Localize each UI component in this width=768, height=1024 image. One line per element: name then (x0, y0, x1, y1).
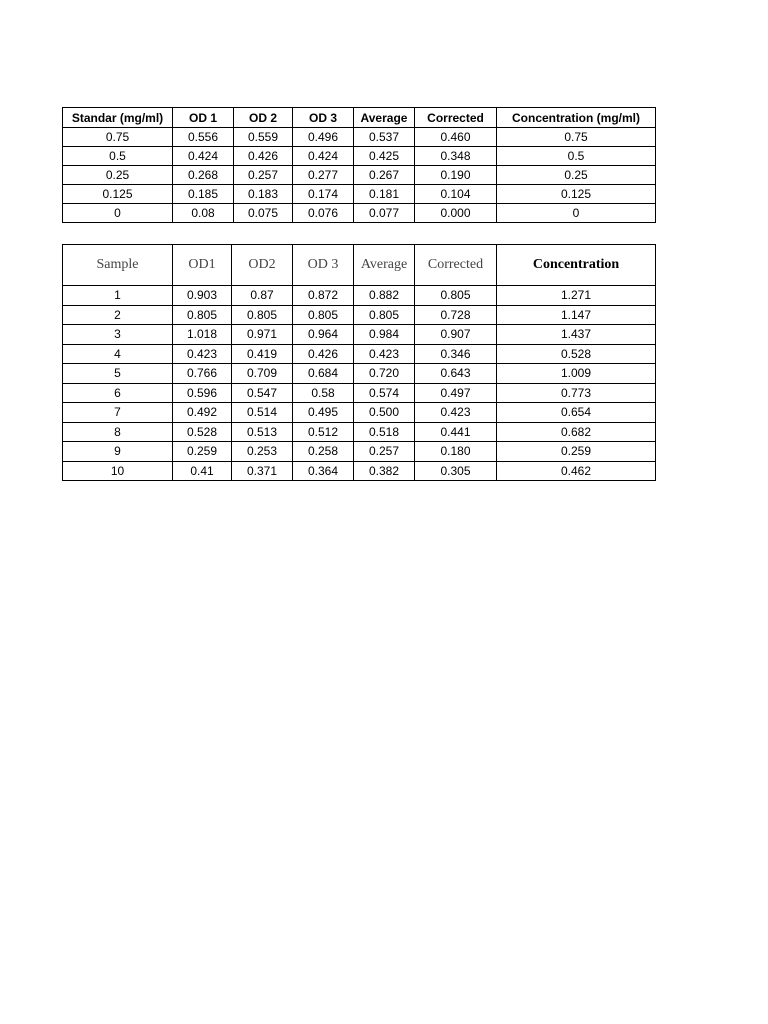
table-row (63, 325, 656, 345)
samples-table (62, 244, 656, 481)
samples-cell: 0.441 (415, 422, 497, 442)
table-row (63, 364, 656, 384)
standards-cell: 0 (63, 204, 173, 223)
standards-cell: 0.183 (234, 185, 293, 204)
standards-cell: 0.348 (415, 147, 497, 166)
standards-cell: 0 (497, 204, 656, 223)
samples-cell: 0.512 (293, 422, 354, 442)
samples-cell: 1 (63, 286, 173, 306)
samples-cell: 0.259 (497, 442, 656, 462)
standards-cell: 0.268 (173, 166, 234, 185)
standards-cell: 0.08 (173, 204, 234, 223)
standards-cell: 0.424 (293, 147, 354, 166)
samples-cell: 0.518 (354, 422, 415, 442)
samples-cell: 0.364 (293, 461, 354, 481)
samples-header-cell: Average (354, 245, 415, 286)
samples-cell: 0.419 (232, 344, 293, 364)
standards-cell: 0.267 (354, 166, 415, 185)
samples-cell: 10 (63, 461, 173, 481)
standards-cell: 0.076 (293, 204, 354, 223)
samples-cell: 0.728 (415, 305, 497, 325)
samples-cell: 0.257 (354, 442, 415, 462)
samples-cell: 0.371 (232, 461, 293, 481)
samples-cell: 1.437 (497, 325, 656, 345)
table-row (63, 185, 656, 204)
standards-cell: 0.75 (497, 128, 656, 147)
samples-cell: 0.964 (293, 325, 354, 345)
samples-header-cell: Corrected (415, 245, 497, 286)
samples-cell: 0.720 (354, 364, 415, 384)
samples-cell: 0.513 (232, 422, 293, 442)
samples-cell: 1.271 (497, 286, 656, 306)
samples-cell: 0.805 (415, 286, 497, 306)
standards-cell: 0.559 (234, 128, 293, 147)
samples-cell: 0.574 (354, 383, 415, 403)
samples-cell: 0.903 (173, 286, 232, 306)
table-row (63, 344, 656, 364)
standards-cell: 0.185 (173, 185, 234, 204)
table-row (63, 128, 656, 147)
samples-cell: 0.528 (497, 344, 656, 364)
samples-cell: 0.684 (293, 364, 354, 384)
samples-cell: 1.009 (497, 364, 656, 384)
samples-cell: 0.423 (354, 344, 415, 364)
standards-cell: 0.556 (173, 128, 234, 147)
samples-cell: 5 (63, 364, 173, 384)
standards-header-cell: Average (354, 108, 415, 128)
standards-header-row (63, 108, 656, 128)
samples-cell: 0.984 (354, 325, 415, 345)
table-row (63, 461, 656, 481)
samples-cell: 0.180 (415, 442, 497, 462)
standards-cell: 0.425 (354, 147, 415, 166)
standards-cell: 0.5 (63, 147, 173, 166)
samples-cell: 0.346 (415, 344, 497, 364)
table-row (63, 286, 656, 306)
samples-cell: 0.805 (354, 305, 415, 325)
standards-cell: 0.496 (293, 128, 354, 147)
samples-cell: 0.41 (173, 461, 232, 481)
samples-cell: 0.382 (354, 461, 415, 481)
samples-cell: 0.654 (497, 403, 656, 423)
samples-cell: 8 (63, 422, 173, 442)
standards-cell: 0.125 (497, 185, 656, 204)
samples-cell: 0.805 (232, 305, 293, 325)
samples-cell: 0.596 (173, 383, 232, 403)
samples-cell: 0.872 (293, 286, 354, 306)
standards-cell: 0.5 (497, 147, 656, 166)
standards-cell: 0.460 (415, 128, 497, 147)
samples-header-row (63, 245, 656, 286)
samples-cell: 0.58 (293, 383, 354, 403)
table-row (63, 147, 656, 166)
samples-cell: 0.259 (173, 442, 232, 462)
table-row (63, 305, 656, 325)
standards-cell: 0.277 (293, 166, 354, 185)
samples-cell: 0.528 (173, 422, 232, 442)
samples-header-cell: Sample (63, 245, 173, 286)
standards-cell: 0.25 (63, 166, 173, 185)
standards-cell: 0.181 (354, 185, 415, 204)
samples-cell: 0.547 (232, 383, 293, 403)
samples-header-cell: Concentration (497, 245, 656, 286)
standards-cell: 0.424 (173, 147, 234, 166)
samples-cell: 0.514 (232, 403, 293, 423)
samples-cell: 0.462 (497, 461, 656, 481)
standards-header-cell: OD 2 (234, 108, 293, 128)
standards-header-cell: OD 3 (293, 108, 354, 128)
table-row (63, 166, 656, 185)
samples-cell: 0.258 (293, 442, 354, 462)
standards-cell: 0.174 (293, 185, 354, 204)
standards-cell: 0.104 (415, 185, 497, 204)
table-row (63, 403, 656, 423)
samples-cell: 0.253 (232, 442, 293, 462)
standards-header-cell: Corrected (415, 108, 497, 128)
standards-header-cell: OD 1 (173, 108, 234, 128)
samples-cell: 2 (63, 305, 173, 325)
samples-cell: 0.423 (415, 403, 497, 423)
samples-cell: 0.500 (354, 403, 415, 423)
samples-header-cell: OD1 (173, 245, 232, 286)
standards-cell: 0.75 (63, 128, 173, 147)
table-row (63, 422, 656, 442)
samples-cell: 6 (63, 383, 173, 403)
samples-cell: 0.766 (173, 364, 232, 384)
table-row (63, 204, 656, 223)
standards-header-cell: Concentration (mg/ml) (497, 108, 656, 128)
standards-cell: 0.190 (415, 166, 497, 185)
samples-cell: 0.773 (497, 383, 656, 403)
samples-cell: 0.305 (415, 461, 497, 481)
samples-cell: 0.426 (293, 344, 354, 364)
samples-cell: 0.492 (173, 403, 232, 423)
samples-cell: 0.497 (415, 383, 497, 403)
samples-cell: 1.018 (173, 325, 232, 345)
samples-cell: 0.882 (354, 286, 415, 306)
standards-cell: 0.077 (354, 204, 415, 223)
table-row (63, 383, 656, 403)
standards-cell: 0.000 (415, 204, 497, 223)
standards-cell: 0.537 (354, 128, 415, 147)
samples-cell: 1.147 (497, 305, 656, 325)
samples-cell: 7 (63, 403, 173, 423)
samples-cell: 4 (63, 344, 173, 364)
standards-table (62, 107, 656, 223)
samples-cell: 0.682 (497, 422, 656, 442)
samples-cell: 0.87 (232, 286, 293, 306)
standards-cell: 0.075 (234, 204, 293, 223)
standards-cell: 0.125 (63, 185, 173, 204)
standards-cell: 0.426 (234, 147, 293, 166)
samples-cell: 0.907 (415, 325, 497, 345)
samples-header-cell: OD 3 (293, 245, 354, 286)
standards-cell: 0.25 (497, 166, 656, 185)
standards-header-cell: Standar (mg/ml) (63, 108, 173, 128)
samples-cell: 0.423 (173, 344, 232, 364)
samples-cell: 3 (63, 325, 173, 345)
samples-cell: 9 (63, 442, 173, 462)
samples-cell: 0.805 (173, 305, 232, 325)
samples-cell: 0.643 (415, 364, 497, 384)
samples-cell: 0.709 (232, 364, 293, 384)
samples-header-cell: OD2 (232, 245, 293, 286)
samples-cell: 0.805 (293, 305, 354, 325)
standards-cell: 0.257 (234, 166, 293, 185)
table-row (63, 442, 656, 462)
samples-cell: 0.495 (293, 403, 354, 423)
samples-cell: 0.971 (232, 325, 293, 345)
